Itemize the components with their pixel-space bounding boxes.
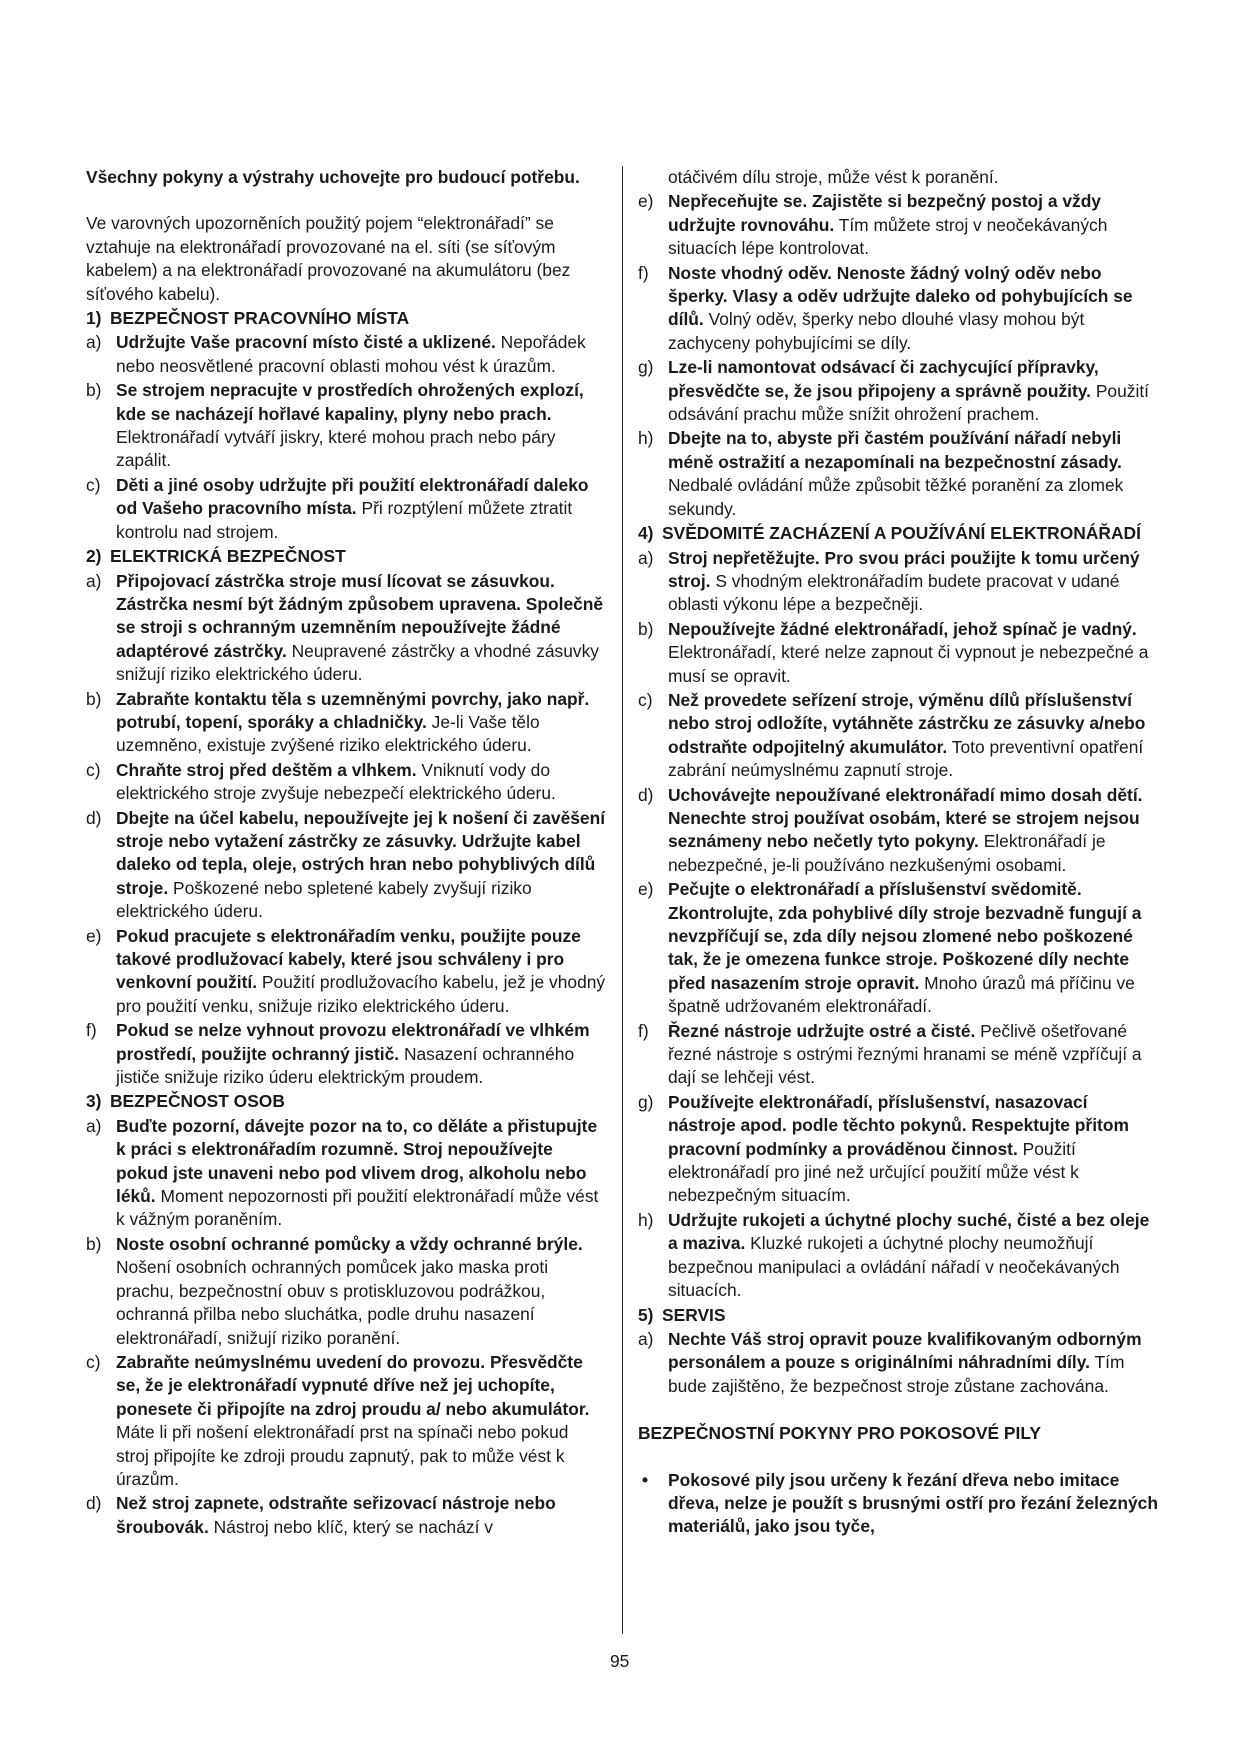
list-item xyxy=(638,1091,1158,1208)
item-bold-text: Dbejte na účel kabelu, nepoužívejte jej k nošení či zavěšení stroje nebo vytažení zástrčky ze zásuvky. Udržujte kabel daleko od tepla, oleje, ostrých hran nebo pohyblivých dílů stroje. xyxy=(116,807,606,898)
item-marker: a) xyxy=(86,1115,102,1136)
section-2-items xyxy=(86,570,606,1090)
list-item xyxy=(638,1209,1158,1303)
item-marker: b) xyxy=(86,1233,102,1254)
item-marker: h) xyxy=(638,428,654,449)
list-item xyxy=(638,1328,1158,1398)
item-bold-text: Uchovávejte nepoužívané elektronářadí mimo dosah dětí. Nenechte stroj používat osobám, které se strojem nejsou seznámeny nebo nečetly tyto pokyny. xyxy=(668,784,1143,852)
item-text: Máte li při nošení elektronářadí prst na spínači nebo pokud stroj připojíte ke zdroji proudu zapnutý, pak to může vést k úrazům. xyxy=(116,1422,569,1489)
item-marker: g) xyxy=(638,1091,654,1112)
item-bold-text: Chraňte stroj před deštěm a vlhkem. xyxy=(116,759,417,780)
item-marker: a) xyxy=(86,332,102,353)
section-3-items xyxy=(86,1115,606,1539)
item-bold-text: Nepoužívejte žádné elektronářadí, jehož spínač je vadný. xyxy=(668,618,1137,639)
section-3-items-continued xyxy=(638,190,1158,521)
item-text: Poškozené nebo spletené kabely zvyšují riziko elektrického úderu. xyxy=(116,877,532,922)
item-text: Nedbalé ovládání může způsobit těžké poranění za zlomek sekundy. xyxy=(668,475,1124,519)
section-5-items xyxy=(638,1328,1158,1398)
list-item xyxy=(638,689,1158,783)
item-text: Elektronářadí je nebezpečné, je-li používáno nezkušenými osobami. xyxy=(668,831,1106,875)
item-bold-text: Noste vhodný oděv. Nenoste žádný volný oděv nebo šperky. Vlasy a oděv udržujte daleko od pohybujících se dílů. xyxy=(668,262,1133,330)
item-bold-text: Pokud pracujete s elektronářadím venku, použijte pouze takové prodlužovací kabely, které jsou schváleny i pro venkovní použití. xyxy=(116,925,581,993)
list-item xyxy=(86,331,606,378)
item-text: Použití prodlužovacího kabelu, jež je vhodný pro použití venku, snižuje riziko elektrického úderu. xyxy=(116,972,606,1016)
section-heading-1: 1) BEZPEČNOST PRACOVNÍHO MÍSTA xyxy=(86,308,410,329)
list-item xyxy=(86,1019,606,1089)
continued-text: otáčivém dílu stroje, může vést k poranění. xyxy=(668,167,999,187)
item-marker: b) xyxy=(86,380,102,401)
item-text: Elektronářadí, které nelze zapnout či vypnout je nebezpečné a musí se opravit. xyxy=(668,642,1149,686)
item-marker: a) xyxy=(638,1328,654,1349)
item-bold-text: Dbejte na to, abyste při častém používání nářadí nebyli méně ostražití a nezapomínali na bezpečnostní zásady. xyxy=(668,428,1122,472)
item-marker: c) xyxy=(86,474,101,495)
item-text: Použití elektronářadí pro jiné než určující použití může vést k nebezpečným situacím. xyxy=(668,1138,1079,1206)
item-marker: f) xyxy=(638,262,649,283)
section-heading-4: 4) SVĚDOMITÉ ZACHÁZENÍ A POUŽÍVÁNÍ ELEKTRONÁŘADÍ xyxy=(638,523,1141,544)
item-marker: b) xyxy=(86,688,102,709)
column-divider xyxy=(622,166,623,1634)
item-marker: c) xyxy=(638,689,653,710)
item-marker: e) xyxy=(86,925,102,946)
spacer xyxy=(638,1399,1158,1422)
item-bold-text: Nechte Váš stroj opravit pouze kvalifikovaným odborným personálem a pouze s originálními náhradními díly. xyxy=(668,1328,1142,1373)
item-text: Nástroj nebo klíč, který se nachází v xyxy=(208,1516,493,1537)
list-item xyxy=(638,356,1158,426)
item-marker: g) xyxy=(638,357,654,378)
item-marker: b) xyxy=(638,618,654,639)
item-bold-text: Buďte pozorní, dávejte pozor na to, co děláte a přistupujte k práci s elektronářadím rozumně. Stroj nepoužívejte pokud jste unaveni nebo pod vlivem drog, alkoholu nebo léků. xyxy=(116,1115,598,1207)
item-marker: c) xyxy=(86,759,101,780)
list-item xyxy=(86,379,606,473)
item-text: Nošení osobních ochranných pomůcek jako maska proti prachu, bezpečnostní obuv s protiskluzovou podrážkou, ochranná přilba nebo sluchátka, podle druhu nasazení elektronářadí, snižují riziko poranění. xyxy=(116,1257,549,1348)
list-item xyxy=(86,1492,606,1539)
left-column xyxy=(86,166,606,1540)
saw-bullet-item xyxy=(638,1469,1158,1539)
intro-bold-notice: Všechny pokyny a výstrahy uchovejte pro budoucí potřebu. xyxy=(86,167,580,187)
page-number: 95 xyxy=(610,1651,630,1671)
item-marker: f) xyxy=(638,1020,649,1041)
item-marker: d) xyxy=(638,784,654,805)
item-marker: c) xyxy=(86,1351,101,1372)
list-item xyxy=(86,570,606,687)
list-item xyxy=(638,427,1158,521)
item-bold-text: Stroj nepřetěžujte. Pro svou práci použijte k tomu určený stroj. xyxy=(668,547,1140,591)
item-marker: f) xyxy=(86,1020,97,1041)
list-item xyxy=(86,1115,606,1232)
list-item xyxy=(638,1020,1158,1090)
item-text: Volný oděv, šperky nebo dlouhé vlasy mohou být zachyceny pohybujícími se díly. xyxy=(668,309,1085,353)
item-text: Toto preventivní opatření zabrání neúmyslnému zapnutí stroje. xyxy=(668,736,1144,781)
item-marker: h) xyxy=(638,1209,654,1230)
bullet-text: Pokosové pily jsou určeny k řezání dřeva nebo imitace dřeva, nelze je použít s brusnými ostří pro řezání železných materiálů, jako jsou tyče, xyxy=(668,1469,1158,1537)
item-text: Při rozptýlení můžete ztratit kontrolu nad strojem. xyxy=(116,498,573,542)
item-bold-text: Pečujte o elektronářadí a příslušenství svědomitě. Zkontrolujte, zda pohyblivé díly stroje bezvadně fungují a nevzpříčují se, zda díly nejsou zlomené nebo poškozené tak, že je omezena funkce stroje. Poškozené díly nechte před nasazením stroje opravit. xyxy=(668,879,1142,993)
right-column xyxy=(638,166,1158,1539)
item-bold-text: Udržujte Vaše pracovní místo čisté a uklizené. xyxy=(116,332,496,353)
item-text: Nasazení ochranného jističe snižuje riziko úderu elektrickým proudem. xyxy=(116,1043,575,1088)
item-marker: a) xyxy=(86,570,102,591)
item-bold-text: Nepřeceňujte se. Zajistěte si bezpečný postoj a vždy udržujte rovnováhu. xyxy=(668,191,1101,235)
item-text: Mnoho úrazů má příčinu ve špatně udržovaném elektronářadí. xyxy=(668,972,1135,1017)
list-item xyxy=(86,925,606,1019)
list-item xyxy=(86,688,606,758)
section-4-items xyxy=(638,547,1158,1303)
list-item xyxy=(86,474,606,544)
item-text: Nepořádek nebo neosvětlené pracovní oblasti mohou vést k úrazům. xyxy=(116,332,586,376)
item-marker: e) xyxy=(638,879,654,900)
list-item xyxy=(638,878,1158,1018)
list-item xyxy=(86,1351,606,1491)
item-bold-text: Zabraňte neúmyslnému uvedení do provozu. Přesvědčte se, že je elektronářadí vypnuté dříve než jej uchopíte, ponesete či připojíte na zdroj proudu a/ nebo akumulátor. xyxy=(116,1351,590,1419)
item-bold-text: Než provedete seřízení stroje, výměnu dílů příslušenství nebo stroj odložíte, vytáhněte zástrčku ze zásuvky a/nebo odstraňte odpojitelný akumulátor. xyxy=(668,689,1146,757)
item-marker: a) xyxy=(638,547,654,568)
section-1-items xyxy=(86,331,606,544)
list-item xyxy=(638,190,1158,260)
item-text: Vniknutí vody do elektrického stroje zvyšuje nebezpečí elektrického úderu. xyxy=(116,759,556,804)
item-text: Kluzké rukojeti a úchytné plochy neumožňují bezpečnou manipulaci a ovládání nářadí v neočekávaných situacích. xyxy=(668,1233,1120,1301)
list-item xyxy=(86,807,606,924)
list-item xyxy=(638,262,1158,356)
list-item xyxy=(638,618,1158,688)
item-text: Neupravené zástrčky a vhodné zásuvky snižují riziko elektrického úderu. xyxy=(116,640,600,685)
list-item xyxy=(638,547,1158,617)
item-bold-text: Připojovací zástrčka stroje musí lícovat se zásuvkou. Zástrčka nesmí být žádným způsobem upravena. Společně se stroji s ochranným uzemněním nepoužívejte žádné adaptérové zástrčky. xyxy=(116,570,604,661)
item-bold-text: Lze-li namontovat odsávací či zachycující přípravky, přesvědčte se, že jsou připojeny a správně použity. xyxy=(668,357,1099,401)
item-bold-text: Pokud se nelze vyhnout provozu elektronářadí ve vlhkém prostředí, použijte ochranný jistič. xyxy=(116,1020,590,1064)
item-text: Tím bude zajištěno, že bezpečnost stroje zůstane zachována. xyxy=(668,1352,1125,1396)
intro-paragraph: Ve varovných upozorněních použitý pojem “elektronářadí” se vztahuje na elektronářadí provozované na el. síti (se síťovým kabelem) a na elektronářadí provozované na akumulátoru (bez síťového kabelu). xyxy=(86,213,571,304)
item-bold-text: Udržujte rukojeti a úchytné plochy suché, čisté a bez oleje a maziva. xyxy=(668,1209,1150,1254)
item-text: Pečlivě ošetřované řezné nástroje s ostrými řeznými hranami se méně vzpříčují a dají se lehčeji vést. xyxy=(668,1020,1142,1088)
item-marker: d) xyxy=(86,807,102,828)
item-marker: d) xyxy=(86,1493,102,1514)
section-heading-3: 3) BEZPEČNOST OSOB xyxy=(86,1091,285,1112)
item-bold-text: Se strojem nepracujte v prostředích ohrožených explozí, kde se nacházejí hořlavé kapaliny, plyny nebo prach. xyxy=(116,380,584,424)
item-text: Je-li Vaše tělo uzemněno, existuje zvýšené riziko elektrického úderu. xyxy=(116,711,540,756)
item-text: Elektronářadí vytváří jiskry, které mohou prach nebo páry zapálit. xyxy=(116,427,556,471)
item-bold-text: Noste osobní ochranné pomůcky a vždy ochranné brýle. xyxy=(116,1233,583,1254)
list-item xyxy=(86,759,606,806)
saw-safety-title: BEZPEČNOSTNÍ POKYNY PRO POKOSOVÉ PILY xyxy=(638,1423,1041,1444)
section-heading-2: 2) ELEKTRICKÁ BEZPEČNOST xyxy=(86,546,346,567)
list-item xyxy=(638,784,1158,878)
item-text: Moment nepozornosti při použití elektronářadí může vést k vážným poraněním. xyxy=(116,1186,599,1230)
item-bold-text: Než stroj zapnete, odstraňte seřizovací nástroje nebo šroubovák. xyxy=(116,1493,556,1537)
item-text: S vhodným elektronářadím budete pracovat v udané oblasti výkonu lépe a bezpečněji. xyxy=(668,570,1120,615)
bullet-marker: • xyxy=(642,1469,649,1490)
list-item xyxy=(86,1233,606,1350)
item-bold-text: Děti a jiné osoby udržujte při použití elektronářadí daleko od Vašeho pracovního místa. xyxy=(116,474,589,519)
section-heading-5: 5) SERVIS xyxy=(638,1304,726,1325)
item-text: Použití odsávání prachu může snížit ohrožení prachem. xyxy=(668,380,1149,425)
item-bold-text: Používejte elektronářadí, příslušenství, nasazovací nástroje apod. podle těchto pokynů. Respektujte přitom pracovní podmínky a prováděnou činnost. xyxy=(668,1091,1129,1159)
item-bold-text: Řezné nástroje udržujte ostré a čisté. xyxy=(668,1020,976,1041)
item-bold-text: Zabraňte kontaktu těla s uzemněnými povrchy, jako např. potrubí, topení, sporáky a chladničky. xyxy=(116,688,590,732)
item-marker: e) xyxy=(638,191,654,212)
item-text: Tím můžete stroj v neočekávaných situacích lépe kontrolovat. xyxy=(668,214,1108,259)
